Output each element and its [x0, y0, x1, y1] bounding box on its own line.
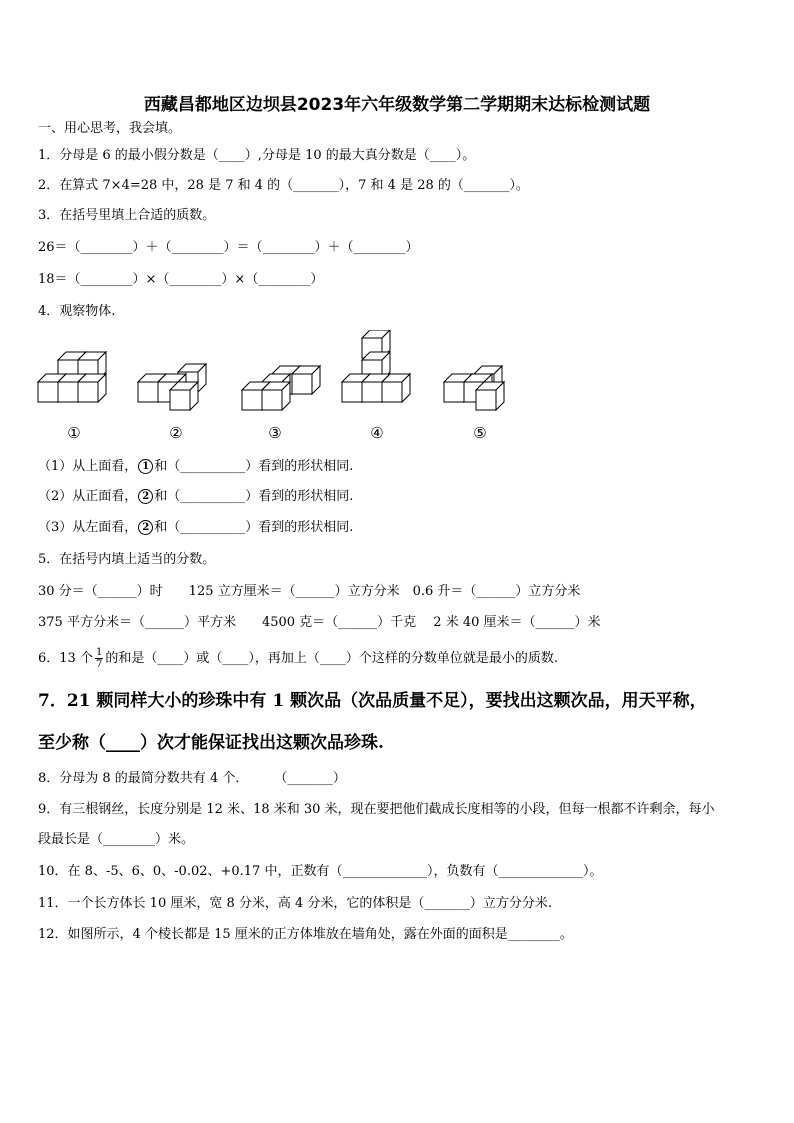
question-6	[38, 646, 558, 672]
figure-label-3: ③	[268, 424, 282, 442]
q6-prefix: 6．13 个	[38, 651, 93, 666]
circled-number: 2	[138, 489, 153, 504]
figure-5	[444, 366, 504, 410]
figure-4	[342, 330, 410, 402]
question-12: 12．如图所示，4 个棱长都是 15 厘米的正方体堆放在墙角处，露在外面的面积是________。	[38, 927, 573, 942]
figure-2	[138, 364, 206, 410]
figure-label-4: ④	[370, 424, 384, 442]
question-2: 2．在算式 7×4=28 中，28 是 7 和 4 的（_______），7 和 4 是 28 的（_______）。	[38, 178, 529, 193]
question-3-line-b: 18＝（________）×（________）×（________）	[38, 272, 324, 287]
question-10: 10．在 8、-5、6、0、-0.02、+0.17 中，正数有（_____________），负数有（_____________）。	[38, 864, 603, 879]
question-5-line-a: 30 分＝（______）时 125 立方厘米＝（______）立方分米 0.6 升＝（______）立方分米	[38, 584, 581, 599]
question-11: 11．一个长方体长 10 厘米，宽 8 分米，高 4 分米，它的体积是（_______）立方分分米.	[38, 896, 553, 911]
question-7-line-a: 7．21 颗同样大小的珍珠中有 1 颗次品（次品质量不足），要找出这颗次品，用天平称，	[38, 691, 707, 711]
q4-1-prefix: （1）从上面看，	[38, 459, 138, 474]
cube-figures	[30, 330, 540, 420]
question-9-line-a: 9．有三根钢丝，长度分别是 12 米、18 米和 30 米，现在要把他们截成长度相等的小段，但每一根都不许剩余，每小	[38, 802, 715, 817]
question-9-line-b: 段最长是（________）米。	[38, 832, 195, 847]
question-3: 3．在括号里填上合适的质数。	[38, 208, 216, 223]
question-4: 4．观察物体.	[38, 304, 116, 319]
question-5: 5．在括号内填上适当的分数。	[38, 552, 216, 567]
fraction	[95, 647, 103, 670]
q4-3-prefix: （3）从左面看，	[38, 520, 138, 535]
figure-label-2: ②	[169, 424, 183, 442]
figure-label-5: ⑤	[473, 424, 487, 442]
figure-1	[38, 352, 106, 402]
q4-2-suffix: 和（__________）看到的形状相同.	[154, 489, 354, 504]
question-4-part-1	[38, 459, 353, 475]
question-8: 8．分母为 8 的最简分数共有 4 个． （_______）	[38, 771, 346, 786]
fraction-numerator: 1	[95, 647, 103, 658]
question-3-line-a: 26＝（________）＋（________）＝（________）＋（________）	[38, 240, 419, 255]
question-7-line-b: 至少称（____）次才能保证找出这颗次品珍珠.	[38, 733, 384, 753]
q4-1-suffix: 和（__________）看到的形状相同.	[154, 459, 354, 474]
figure-3	[242, 366, 320, 410]
q4-2-prefix: （2）从正面看，	[38, 489, 138, 504]
question-4-part-3	[38, 520, 353, 536]
page-title: 西藏昌都地区边坝县2023年六年级数学第二学期期末达标检测试题	[143, 95, 651, 115]
figure-label-1: ①	[67, 424, 81, 442]
q4-3-suffix: 和（__________）看到的形状相同.	[154, 520, 354, 535]
question-5-line-b: 375 平方分米＝（______）平方米 4500 克＝（______）千克 2 米 40 厘米＝（______）米	[38, 615, 601, 630]
q6-suffix: 的和是（____）或（____），再加上（____）个这样的分数单位就是最小的质数.	[105, 651, 558, 666]
question-4-part-2	[38, 489, 353, 505]
question-1: 1．分母是 6 的最小假分数是（____）,分母是 10 的最大真分数是（____）。	[38, 148, 476, 163]
section-heading: 一、用心思考，我会填。	[38, 121, 182, 136]
circled-number: 2	[138, 520, 153, 535]
circled-number: 1	[138, 459, 153, 474]
fraction-denominator: 7	[95, 659, 103, 670]
